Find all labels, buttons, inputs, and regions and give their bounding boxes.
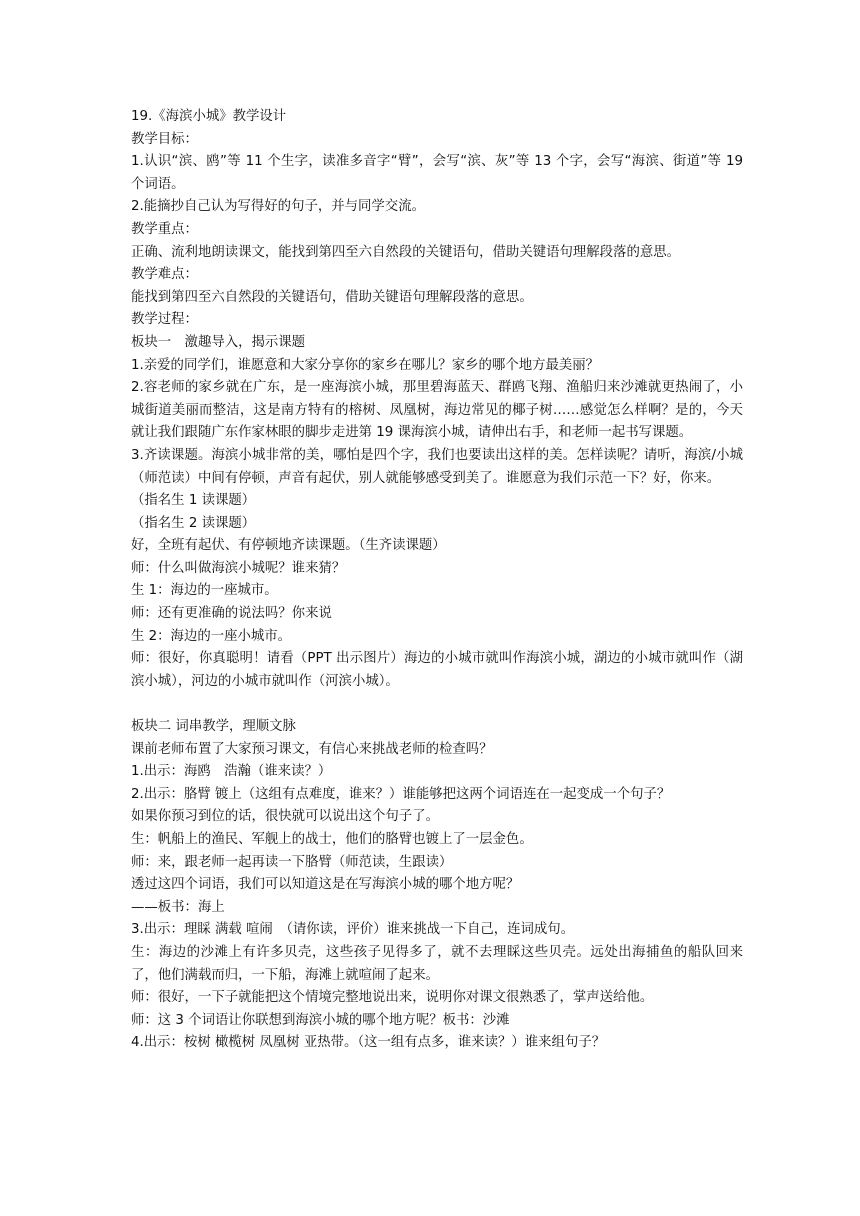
difficulties-text: 能找到第四至六自然段的关键语句，借助关键语句理解段落的意思。: [131, 289, 533, 305]
difficulties-label: 教学难点：: [131, 267, 198, 283]
block-1-paragraph-2: 2.容老师的家乡就在广东，是一座海滨小城，那里碧海蓝天、群鸥飞翔、渔船归来沙滩就更热闹了，小城街道美丽而整洁，这是南方特有的榕树、凤凰树，海边常见的椰子树……感觉怎么样啊？是的，今天就让我们跟随广东作家林眼的脚步走进第 19 课海滨小城，请伸出右手，和老师一起书写课题。: [131, 380, 743, 441]
block-2-line-4: 如果你预习到位的话，很快就可以说出这个句子了。: [131, 809, 439, 825]
block-1-line-7: 生 2：海边的一座小城市。: [131, 628, 292, 644]
block-1-line-2: （指名生 2 读课题）: [131, 515, 256, 531]
block-1-paragraph-3: 3.齐读课题。海滨小城非常的美，哪怕是四个字，我们也要读出这样的美。怎样读呢？请听，海滨/小城（师范读）中间有停顿，声音有起伏，别人就能够感受到美了。谁愿意为我们示范一下？好，你来。: [131, 447, 743, 486]
key-points-text: 正确、流利地朗读课文，能找到第四至六自然段的关键语句，借助关键语句理解段落的意思。: [131, 244, 681, 260]
block-1-line-1: （指名生 1 读课题）: [131, 493, 256, 509]
goal-2: 2.能摘抄自己认为写得好的句子，并与同学交流。: [131, 199, 425, 215]
block-1-title: 板块一 激趣导入，揭示课题: [131, 334, 306, 350]
block-2-line-5: 生：帆船上的渔民、军舰上的战士，他们的胳臂也镀上了一层金色。: [131, 832, 533, 847]
block-2-paragraph-1: 生：海边的沙滩上有许多贝壳，这些孩子见得多了，就不去理睬这些贝壳。远处出海捕鱼的船队回来了，他们满载而归，一下船，海滩上就喧闹了起来。: [131, 944, 743, 983]
block-1-paragraph-1: 1.亲爱的同学们，谁愿意和大家分享你的家乡在哪儿？家乡的哪个地方最美丽？: [131, 357, 600, 373]
goal-1: 1.认识“滨、鸥”等 11 个生字，读准多音字“臂”，会写“滨、灰”等 13 个字，会写“海滨、街道”等 19 个词语。: [131, 154, 743, 192]
block-2-line-6: 师：来，跟老师一起再读一下胳臂（师范读，生跟读）: [131, 854, 453, 870]
document-title: 19.《海滨小城》教学设计: [131, 109, 287, 124]
block-1-line-6: 师：还有更准确的说法吗？你来说: [131, 606, 332, 622]
block-1-paragraph-4: 师：很好，你真聪明！请看（PPT 出示图片）海边的小城市就叫作海滨小城，湖边的小城市就叫作（湖滨小城），河边的小城市就叫作（河滨小城）。: [131, 651, 743, 689]
block-2-line-2: 1.出示：海鸥 浩瀚（谁来读？）: [131, 764, 332, 780]
goals-label: 教学目标：: [131, 131, 198, 147]
block-1-line-3: 好，全班有起伏、有停顿地齐读课题。（生齐读课题）: [131, 538, 446, 554]
blank-line: [131, 693, 743, 716]
block-2-line-7: 透过这四个词语，我们可以知道这是在写海滨小城的哪个地方呢？: [131, 877, 520, 893]
block-2-line-1: 课前老师布置了大家预习课文，有信心来挑战老师的检查吗？: [131, 741, 493, 757]
block-2-line-10: 师：很好，一下子就能把这个情境完整地说出来，说明你对课文很熟悉了，掌声送给他。: [131, 990, 654, 1006]
block-2-line-3: 2.出示：胳臂 镀上（这组有点难度，谁来？）谁能够把这两个词语连在一起变成一个句子？: [131, 786, 671, 802]
key-points-label: 教学重点：: [131, 221, 198, 237]
block-1-line-5: 生 1：海边的一座城市。: [131, 583, 278, 599]
block-2-line-12: 4.出示：桉树 橄榄树 凤凰树 亚热带。（这一组有点多，谁来读？）谁来组句子？: [131, 1035, 606, 1051]
block-1-line-4: 师：什么叫做海滨小城呢？谁来猜？: [131, 560, 346, 576]
block-2-line-8: ——板书：海上: [131, 899, 225, 915]
block-2-line-11: 师：这 3 个词语让你联想到海滨小城的哪个地方呢？板书：沙滩: [131, 1012, 510, 1028]
document-body: [131, 106, 743, 1055]
process-label: 教学过程：: [131, 312, 198, 328]
block-2-line-9: 3.出示：理睬 满载 喧闹 （请你读，评价）谁来挑战一下自己，连词成句。: [131, 922, 575, 938]
block-2-title: 板块二 词串教学，理顺文脉: [131, 719, 296, 735]
